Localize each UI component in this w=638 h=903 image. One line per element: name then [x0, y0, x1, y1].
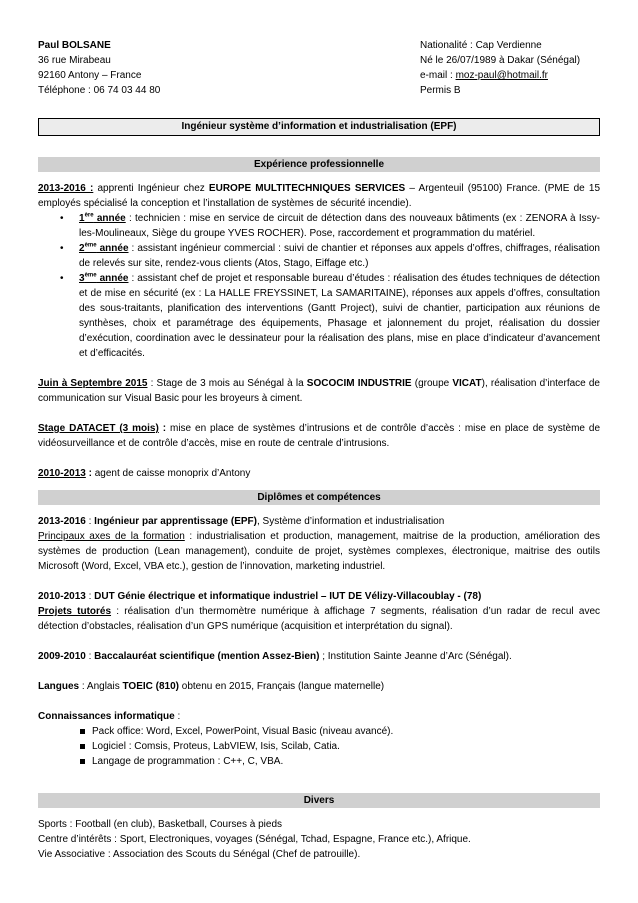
nationality: Nationalité : Cap Verdienne	[420, 40, 542, 51]
year-label: 3ème année	[79, 272, 129, 284]
edu-bac: 2009-2010 : Baccalauréat scientifique (mention Assez-Bien) ; Institution Sainte Jeanne d’Arc (Sénégal).	[38, 651, 512, 662]
email-line	[420, 68, 600, 83]
address-street: 36 rue Mirabeau	[38, 55, 111, 66]
address-city: 92160 Antony – France	[38, 70, 142, 81]
birth-info: Né le 26/07/1989 à Dakar (Sénégal)	[420, 55, 581, 66]
job-date: 2013-2016 :	[38, 183, 94, 194]
cv-page	[38, 38, 600, 862]
list-item: Langage de programmation : C++, C, VBA.	[38, 754, 600, 769]
degree-name: Baccalauréat scientifique	[94, 651, 215, 662]
it-skills-heading: Connaissances informatique :	[38, 711, 181, 722]
phone: Téléphone : 06 74 03 44 80	[38, 85, 161, 96]
contact-right	[420, 38, 600, 98]
list-item: Pack office: Word, Excel, PowerPoint, Visual Basic (niveau avancé).	[38, 724, 600, 739]
job-title-box: Ingénieur système d’information et industrialisation (EPF)	[38, 118, 600, 136]
job-years-list	[38, 211, 600, 361]
edu-dut: 2010-2013 : DUT Génie électrique et informatique industriel – IUT DE Vélizy-Villacoublay - (78)	[38, 591, 482, 602]
contact-header	[38, 38, 600, 98]
job-monoprix: 2010-2013 : agent de caisse monoprix d’Antony	[38, 468, 251, 479]
section-experience-heading: Expérience professionnelle	[38, 157, 600, 172]
it-skills-list	[38, 724, 600, 769]
list-item: Logiciel : Comsis, Proteus, LabVIEW, Isis, Scilab, Catia.	[38, 739, 600, 754]
job-datacet: Stage DATACET (3 mois) : mise en place de systèmes d’intrusions et de contrôle d’accès : mise en place de système de vidéosurveillance et de contrôle d’accès, mise en route de centrale d’intrusions.	[38, 423, 601, 449]
job-date: 2010-2013	[38, 468, 86, 479]
job-europe-multitechniques: 2013-2016 : apprenti Ingénieur chez EUROPE MULTITECHNIQUES SERVICES – Argenteuil (95100) France. (PME de 15 employés spécialisé la conception et l’installation de systèmes de sécurité incendie).	[38, 183, 601, 209]
edu-epf: 2013-2016 : Ingénieur par apprentissage (EPF), Système d’information et industrialisation	[38, 516, 445, 527]
job-sococim: Juin à Septembre 2015 : Stage de 3 mois au Sénégal à la SOCOCIM INDUSTRIE (groupe VICAT), réalisation d’interface de communication sur Visual Basic pour les broyeurs à ciment.	[38, 378, 600, 404]
group-name: VICAT	[452, 378, 482, 389]
list-item: • 3ème année : assistant chef de projet et responsable bureau d’études : réalisation des études techniques de détection et de mise en sécurité (ex : La HALLE FREYSSINET, La SAMARITAINE), réponses aux appels d’offres, consultation des sous-traitants, planification des interventions (Gantt Project), suivi de chantier, participation aux réunions de synthèses, choix et paramétrage des équipements, Phasage et jalonnement du projet, réalisation du dossier d’exécution, coordination avec le dessinateur pour la réalisation des plans, mise en place d’indicateur d’avancement et d’efficacités.	[38, 271, 600, 361]
email-link[interactable]: moz-paul@hotmail.fr	[455, 70, 548, 81]
divers-association: Vie Associative : Association des Scouts du Sénégal (Chef de patrouille).	[38, 849, 361, 860]
job-date: Juin à Septembre 2015	[38, 378, 148, 389]
driving-permit: Permis B	[420, 85, 461, 96]
edu-dut-projects: Projets tutorés : réalisation d’un thermomètre numérique à affichage 7 segments, réalisation d’un radar de recul avec détection d’obstacles, réalisation d’un GPS numérique (acquisition et interprétation du signal).	[38, 606, 601, 632]
degree-name: Ingénieur par apprentissage (EPF)	[94, 516, 257, 527]
email-label: e-mail :	[420, 70, 456, 81]
section-divers-heading: Divers	[38, 793, 600, 808]
person-name: Paul BOLSANE	[38, 40, 111, 51]
section-education-heading: Diplômes et compétences	[38, 490, 600, 505]
company-name: EUROPE MULTITECHNIQUES SERVICES	[208, 183, 406, 194]
contact-left	[38, 38, 160, 98]
company-name: SOCOCIM INDUSTRIE	[306, 378, 412, 389]
year-label: 1ère année	[79, 212, 126, 224]
divers-sports: Sports : Football (en club), Basketball, Courses à pieds	[38, 819, 283, 830]
job-date: Stage DATACET (3 mois)	[38, 423, 159, 434]
list-item: • 1ère année : technicien : mise en service de circuit de détection dans des nouveaux bâtiments (ex : ZENORA à Issy-les-Moulineaux, Siège du groupe YVES ROCHER). Pose, raccordement et programmation du matériel.	[38, 211, 600, 241]
edu-epf-axes: Principaux axes de la formation : industrialisation et production, management, maitrise de la production, amélioration des systèmes de production (Lean management), conduite de projet, systèmes complexes, électronique, maitrise des outils Microsoft (Word, Excel, VBA etc.), gestion de l’innovation, marketing industriel.	[38, 531, 600, 572]
year-label: 2ème année	[79, 242, 129, 254]
degree-name: DUT Génie électrique et informatique industriel – IUT DE Vélizy-Villacoublay - (78)	[94, 591, 482, 602]
divers-interests: Centre d’intérêts : Sport, Electroniques, voyages (Sénégal, Tchad, Espagne, France etc.), Afrique.	[38, 834, 471, 845]
languages: Langues : Anglais TOEIC (810) obtenu en 2015, Français (langue maternelle)	[38, 681, 385, 692]
list-item: • 2ème année : assistant ingénieur commercial : suivi de chantier et réponses aux appels d’offres, chiffrages, réalisation de relevés sur site, rendez-vous clients (Atos, Stago, Eiffage etc.)	[38, 241, 600, 271]
